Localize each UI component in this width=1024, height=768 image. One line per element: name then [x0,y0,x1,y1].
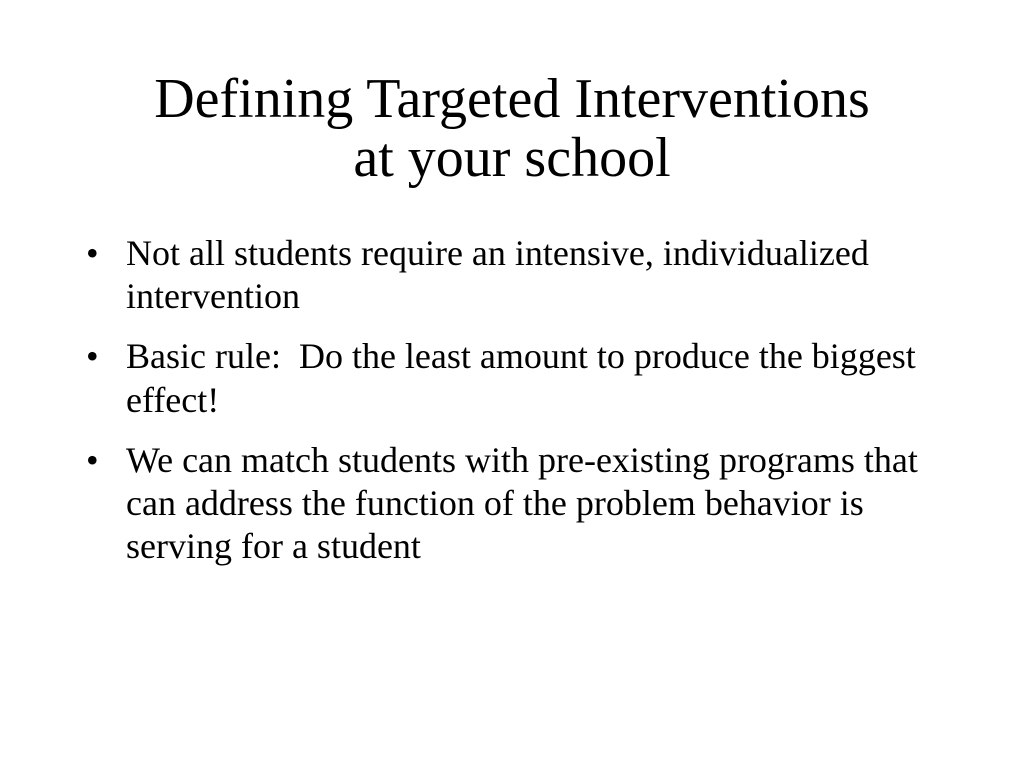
bullet-text: We can match students with pre-existing programs that can address the function of the problem behavior is serving for a student [126,439,918,567]
slide-title-line-2: at your school [353,126,671,189]
bullet-list [86,232,936,585]
bullet-text: Basic rule: Do the least amount to produce the biggest effect! [126,336,925,420]
bullet-item [86,439,936,569]
bullet-icon: • [86,439,99,480]
bullet-item [86,232,936,318]
bullet-icon: • [86,233,99,273]
bullet-item [86,335,936,421]
slide-title-line-1: Defining Targeted Interventions [154,68,870,130]
bullet-text: Not all students require an intensive, individualized intervention [126,233,869,317]
bullet-icon: • [86,336,99,377]
slide-title [0,70,1024,188]
